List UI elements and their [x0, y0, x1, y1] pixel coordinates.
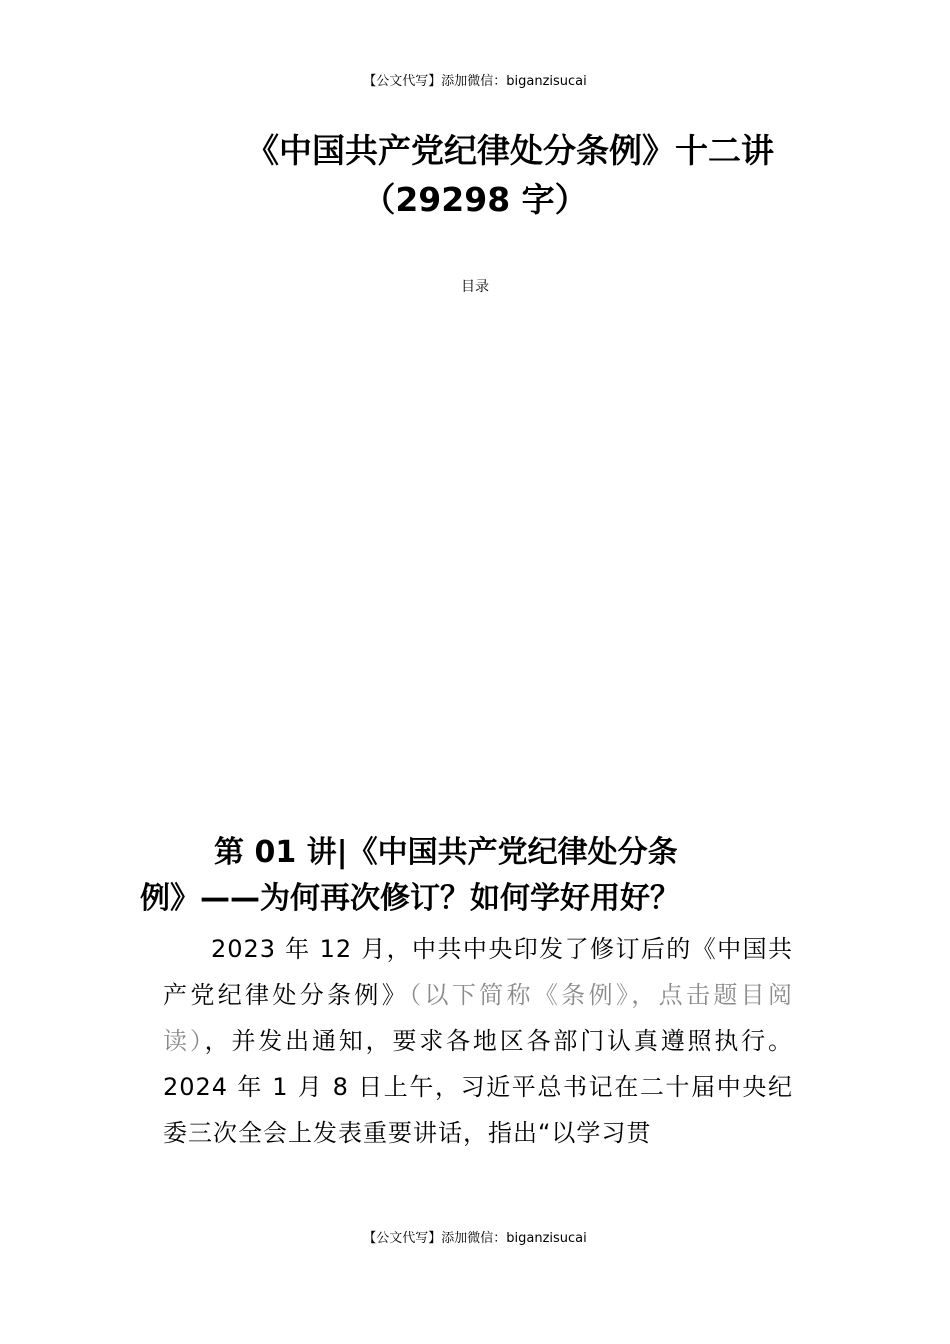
- section-heading-line: 第 01 讲|《中国共产党纪律处分条: [214, 835, 678, 870]
- section-heading-line: 例》——为何再次修订？如何学好用好？: [140, 881, 680, 916]
- paragraph-link-note[interactable]: （以下简称《条例》，点击题目阅读）: [163, 981, 794, 1055]
- header-note: 【公文代写】添加微信：biganzisucai: [363, 74, 587, 89]
- toc-heading: 目录: [461, 279, 489, 295]
- body-paragraph: [163, 926, 793, 1156]
- section-heading: [140, 830, 820, 922]
- footer-note: 【公文代写】添加微信：biganzisucai: [363, 1231, 587, 1246]
- document-title: 《中国共产党纪律处分条例》十二讲: [246, 131, 774, 170]
- document-title-wordcount: （29298 字）: [362, 180, 588, 219]
- paragraph-text: ，并发出通知，要求各地区各部门认真遵照执行。2024 年 1 月 8 日上午，习近平总书记在二十届中央纪委三次全会上发表重要讲话，指出“以学习贯: [163, 1027, 794, 1147]
- paragraph-text: 2023 年 12 月，中共中央印发了修订后的《中国共产党纪律处分条例》: [163, 935, 793, 1009]
